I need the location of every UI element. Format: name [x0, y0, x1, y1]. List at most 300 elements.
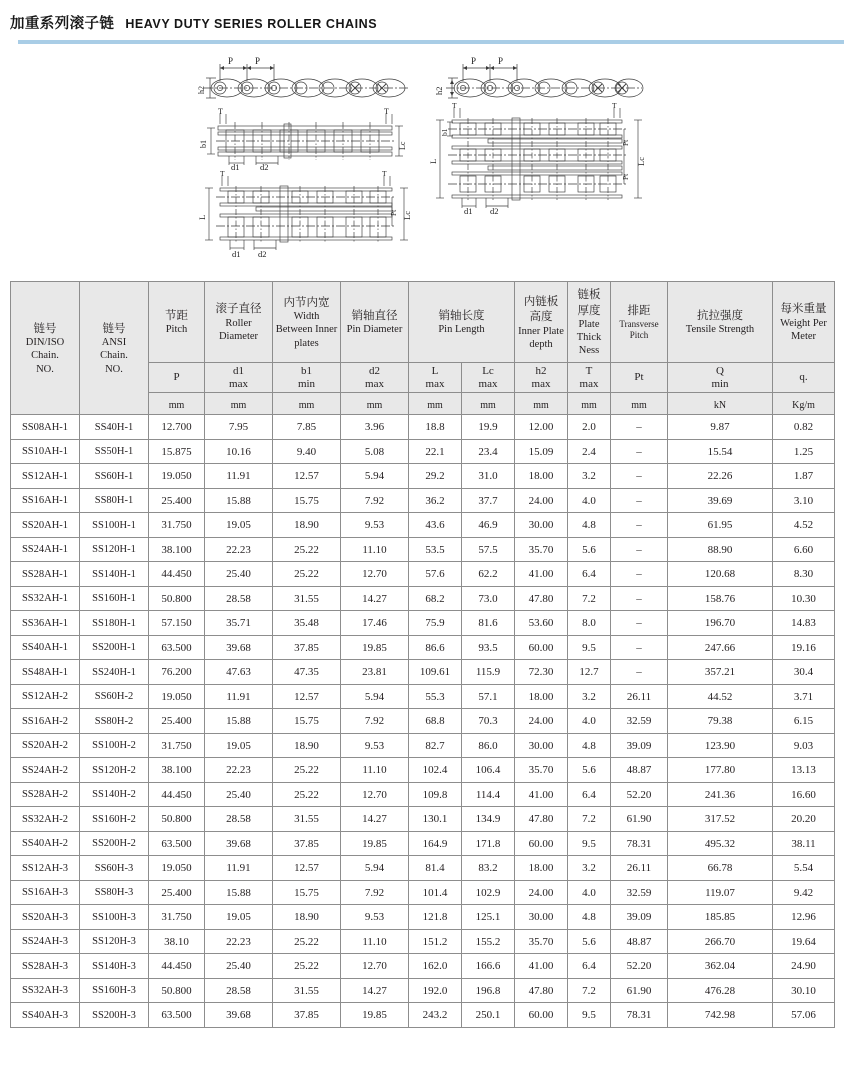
cell-width-between: 18.90: [273, 905, 341, 930]
cell-ansi: SS120H-1: [80, 537, 149, 562]
cell-pin-length-l: 192.0: [409, 978, 462, 1003]
cell-pin-length-l: 109.61: [409, 660, 462, 685]
cell-pitch: 44.450: [149, 782, 205, 807]
cell-roller-diameter: 15.88: [205, 880, 273, 905]
col-header-pitch: 节距 Pitch: [149, 282, 205, 363]
cell-tensile-strength: 120.68: [668, 562, 773, 587]
unit-roller-diameter: mm: [205, 393, 273, 415]
cell-pin-diameter: 3.96: [341, 415, 409, 440]
col-header-pin-diameter: 销轴直径 Pin Diameter: [341, 282, 409, 363]
cell-transverse-pitch: –: [611, 635, 668, 660]
symbol-inner-plate-depth: h2 max: [515, 363, 568, 393]
cell-plate-thickness: 5.6: [568, 929, 611, 954]
cell-tensile-strength: 9.87: [668, 415, 773, 440]
cell-pitch: 19.050: [149, 464, 205, 489]
diagram-label-pt: Pt: [621, 173, 630, 180]
cell-pitch: 63.500: [149, 635, 205, 660]
cell-width-between: 18.90: [273, 733, 341, 758]
cell-width-between: 37.85: [273, 1003, 341, 1028]
cell-inner-plate-depth: 60.00: [515, 831, 568, 856]
cell-pitch: 25.400: [149, 709, 205, 734]
diagram-label-pt: Pt: [621, 139, 630, 146]
cell-din-iso: SS08AH-1: [11, 415, 80, 440]
cell-width-between: 31.55: [273, 978, 341, 1003]
cell-transverse-pitch: 32.59: [611, 709, 668, 734]
cell-pin-diameter: 11.10: [341, 929, 409, 954]
cell-plate-thickness: 9.5: [568, 831, 611, 856]
cell-pin-diameter: 19.85: [341, 1003, 409, 1028]
table-row: [11, 1003, 835, 1028]
cell-inner-plate-depth: 60.00: [515, 1003, 568, 1028]
cell-transverse-pitch: –: [611, 660, 668, 685]
cell-ansi: SS100H-3: [80, 905, 149, 930]
cell-transverse-pitch: 61.90: [611, 807, 668, 832]
diagram-simplex-plan-view: [196, 108, 411, 170]
page-title-english: HEAVY DUTY SERIES ROLLER CHAINS: [125, 17, 378, 31]
cell-width-between: 7.85: [273, 415, 341, 440]
col-header-ansi: 链号 ANSI Chain. NO.: [80, 282, 149, 415]
cell-ansi: SS200H-1: [80, 635, 149, 660]
cell-pin-length-lc: 70.3: [462, 709, 515, 734]
unit-weight-per-meter: Kg/m: [773, 393, 835, 415]
table-row: [11, 562, 835, 587]
cell-pin-length-lc: 83.2: [462, 856, 515, 881]
table-row: [11, 709, 835, 734]
cell-ansi: SS60H-1: [80, 464, 149, 489]
table-row: [11, 488, 835, 513]
cell-width-between: 31.55: [273, 586, 341, 611]
cell-weight-per-meter: 20.20: [773, 807, 835, 832]
cell-din-iso: SS28AH-1: [11, 562, 80, 587]
cell-pin-diameter: 11.10: [341, 758, 409, 783]
cell-pin-length-lc: 102.9: [462, 880, 515, 905]
diagram-label-lc: Lc: [398, 141, 407, 150]
cell-weight-per-meter: 24.90: [773, 954, 835, 979]
cell-width-between: 25.22: [273, 954, 341, 979]
cell-pin-length-l: 121.8: [409, 905, 462, 930]
cell-inner-plate-depth: 41.00: [515, 562, 568, 587]
diagram-label-b1: b1: [199, 140, 208, 148]
cell-tensile-strength: 39.69: [668, 488, 773, 513]
cell-pin-diameter: 12.70: [341, 782, 409, 807]
cell-pin-length-lc: 155.2: [462, 929, 515, 954]
cell-pin-length-l: 81.4: [409, 856, 462, 881]
cell-tensile-strength: 44.52: [668, 684, 773, 709]
cell-pin-length-lc: 115.9: [462, 660, 515, 685]
cell-pin-diameter: 17.46: [341, 611, 409, 636]
cell-transverse-pitch: 39.09: [611, 905, 668, 930]
cell-pin-length-l: 29.2: [409, 464, 462, 489]
accent-divider-bar: [18, 40, 844, 44]
cell-ansi: SS80H-2: [80, 709, 149, 734]
cell-width-between: 31.55: [273, 807, 341, 832]
cell-tensile-strength: 123.90: [668, 733, 773, 758]
cell-ansi: SS160H-2: [80, 807, 149, 832]
cell-plate-thickness: 9.5: [568, 635, 611, 660]
diagram-label-p: P: [228, 56, 234, 66]
cell-plate-thickness: 4.0: [568, 880, 611, 905]
cell-pitch: 31.750: [149, 513, 205, 538]
cell-ansi: SS140H-1: [80, 562, 149, 587]
cell-inner-plate-depth: 47.80: [515, 586, 568, 611]
cell-plate-thickness: 5.6: [568, 758, 611, 783]
diagram-label-p: P: [498, 56, 504, 66]
cell-din-iso: SS20AH-3: [11, 905, 80, 930]
cell-pin-length-lc: 81.6: [462, 611, 515, 636]
cell-pin-length-lc: 93.5: [462, 635, 515, 660]
cell-inner-plate-depth: 24.00: [515, 709, 568, 734]
cell-transverse-pitch: –: [611, 537, 668, 562]
cell-pin-diameter: 5.94: [341, 856, 409, 881]
cell-din-iso: SS24AH-1: [11, 537, 80, 562]
cell-weight-per-meter: 8.30: [773, 562, 835, 587]
table-row: [11, 929, 835, 954]
spec-table-container: [10, 281, 834, 1028]
cell-pin-length-l: 151.2: [409, 929, 462, 954]
cell-pin-length-l: 57.6: [409, 562, 462, 587]
symbol-pitch: P: [149, 363, 205, 393]
cell-weight-per-meter: 6.15: [773, 709, 835, 734]
cell-plate-thickness: 4.8: [568, 905, 611, 930]
cell-pitch: 25.400: [149, 880, 205, 905]
cell-pitch: 50.800: [149, 978, 205, 1003]
diagram-area: [0, 48, 844, 270]
cell-transverse-pitch: 78.31: [611, 831, 668, 856]
cell-pin-length-l: 55.3: [409, 684, 462, 709]
diagram-simplex-side-view: [196, 54, 411, 112]
cell-ansi: SS240H-1: [80, 660, 149, 685]
cell-tensile-strength: 88.90: [668, 537, 773, 562]
cell-pin-length-lc: 250.1: [462, 1003, 515, 1028]
cell-width-between: 25.22: [273, 758, 341, 783]
cell-pin-length-lc: 125.1: [462, 905, 515, 930]
cell-weight-per-meter: 9.42: [773, 880, 835, 905]
unit-width-between: mm: [273, 393, 341, 415]
page-header: [0, 0, 844, 44]
cell-ansi: SS160H-3: [80, 978, 149, 1003]
cell-din-iso: SS40AH-3: [11, 1003, 80, 1028]
diagram-label-t: T: [382, 169, 387, 178]
cell-transverse-pitch: 48.87: [611, 758, 668, 783]
cell-din-iso: SS12AH-2: [11, 684, 80, 709]
cell-width-between: 25.22: [273, 537, 341, 562]
cell-inner-plate-depth: 24.00: [515, 880, 568, 905]
symbol-weight-per-meter: q.: [773, 363, 835, 393]
unit-tensile-strength: kN: [668, 393, 773, 415]
cell-width-between: 18.90: [273, 513, 341, 538]
symbol-pin-diameter: d2 max: [341, 363, 409, 393]
cell-inner-plate-depth: 18.00: [515, 856, 568, 881]
cell-roller-diameter: 19.05: [205, 733, 273, 758]
diagram-label-p: P: [255, 56, 261, 66]
cell-tensile-strength: 177.80: [668, 758, 773, 783]
cell-roller-diameter: 19.05: [205, 513, 273, 538]
cell-width-between: 12.57: [273, 464, 341, 489]
cell-roller-diameter: 22.23: [205, 758, 273, 783]
cell-weight-per-meter: 38.11: [773, 831, 835, 856]
cell-transverse-pitch: –: [611, 488, 668, 513]
cell-roller-diameter: 25.40: [205, 954, 273, 979]
cell-ansi: SS200H-2: [80, 831, 149, 856]
cell-pitch: 38.100: [149, 537, 205, 562]
cell-inner-plate-depth: 47.80: [515, 807, 568, 832]
unit-pin-length-lc: mm: [462, 393, 515, 415]
cell-pitch: 57.150: [149, 611, 205, 636]
cell-pitch: 19.050: [149, 856, 205, 881]
cell-pin-length-lc: 73.0: [462, 586, 515, 611]
cell-pin-length-l: 18.8: [409, 415, 462, 440]
cell-pin-diameter: 14.27: [341, 807, 409, 832]
cell-plate-thickness: 3.2: [568, 856, 611, 881]
cell-din-iso: SS40AH-2: [11, 831, 80, 856]
col-header-width-between-inner-plates: 内节内宽 Width Between Inner plates: [273, 282, 341, 363]
cell-transverse-pitch: –: [611, 513, 668, 538]
cell-tensile-strength: 266.70: [668, 929, 773, 954]
cell-plate-thickness: 4.8: [568, 733, 611, 758]
cell-width-between: 15.75: [273, 488, 341, 513]
unit-pin-length-l: mm: [409, 393, 462, 415]
diagram-label-d2: d2: [260, 162, 269, 172]
cell-roller-diameter: 39.68: [205, 1003, 273, 1028]
cell-inner-plate-depth: 35.70: [515, 537, 568, 562]
cell-ansi: SS120H-2: [80, 758, 149, 783]
cell-tensile-strength: 476.28: [668, 978, 773, 1003]
cell-width-between: 35.48: [273, 611, 341, 636]
cell-plate-thickness: 8.0: [568, 611, 611, 636]
cell-weight-per-meter: 3.71: [773, 684, 835, 709]
diagram-label-t: T: [452, 101, 457, 110]
symbol-transverse-pitch: Pt: [611, 363, 668, 393]
table-row: [11, 439, 835, 464]
cell-pin-length-l: 22.1: [409, 439, 462, 464]
cell-plate-thickness: 6.4: [568, 954, 611, 979]
cell-inner-plate-depth: 35.70: [515, 758, 568, 783]
cell-roller-diameter: 11.91: [205, 856, 273, 881]
diagram-label-t: T: [612, 101, 617, 110]
cell-pitch: 50.800: [149, 807, 205, 832]
cell-tensile-strength: 247.66: [668, 635, 773, 660]
cell-roller-diameter: 28.58: [205, 586, 273, 611]
cell-pitch: 12.700: [149, 415, 205, 440]
cell-inner-plate-depth: 30.00: [515, 733, 568, 758]
cell-roller-diameter: 22.23: [205, 537, 273, 562]
diagram-label-t: T: [384, 107, 389, 116]
cell-plate-thickness: 3.2: [568, 464, 611, 489]
cell-inner-plate-depth: 18.00: [515, 684, 568, 709]
cell-plate-thickness: 3.2: [568, 684, 611, 709]
cell-roller-diameter: 25.40: [205, 782, 273, 807]
cell-transverse-pitch: 32.59: [611, 880, 668, 905]
cell-tensile-strength: 742.98: [668, 1003, 773, 1028]
cell-pin-length-lc: 86.0: [462, 733, 515, 758]
cell-din-iso: SS12AH-1: [11, 464, 80, 489]
table-head: [11, 282, 835, 415]
cell-din-iso: SS10AH-1: [11, 439, 80, 464]
cell-inner-plate-depth: 18.00: [515, 464, 568, 489]
cell-width-between: 37.85: [273, 635, 341, 660]
cell-transverse-pitch: 52.20: [611, 954, 668, 979]
cell-pitch: 31.750: [149, 905, 205, 930]
col-header-pin-length: 销轴长度 Pin Length: [409, 282, 515, 363]
cell-tensile-strength: 362.04: [668, 954, 773, 979]
cell-pitch: 25.400: [149, 488, 205, 513]
cell-din-iso: SS32AH-1: [11, 586, 80, 611]
cell-pin-diameter: 9.53: [341, 733, 409, 758]
cell-ansi: SS160H-1: [80, 586, 149, 611]
cell-weight-per-meter: 6.60: [773, 537, 835, 562]
cell-pin-diameter: 5.08: [341, 439, 409, 464]
cell-weight-per-meter: 1.87: [773, 464, 835, 489]
cell-tensile-strength: 185.85: [668, 905, 773, 930]
cell-inner-plate-depth: 30.00: [515, 513, 568, 538]
unit-inner-plate-depth: mm: [515, 393, 568, 415]
table-row: [11, 733, 835, 758]
cell-inner-plate-depth: 72.30: [515, 660, 568, 685]
symbol-tensile-strength: Q min: [668, 363, 773, 393]
cell-pitch: 19.050: [149, 684, 205, 709]
cell-pin-length-l: 53.5: [409, 537, 462, 562]
col-header-weight-per-meter: 每米重量 Weight Per Meter: [773, 282, 835, 363]
cell-din-iso: SS32AH-3: [11, 978, 80, 1003]
cell-inner-plate-depth: 47.80: [515, 978, 568, 1003]
cell-pin-diameter: 9.53: [341, 905, 409, 930]
cell-ansi: SS60H-2: [80, 684, 149, 709]
cell-din-iso: SS16AH-3: [11, 880, 80, 905]
cell-roller-diameter: 7.95: [205, 415, 273, 440]
cell-weight-per-meter: 19.64: [773, 929, 835, 954]
table-row: [11, 415, 835, 440]
cell-pin-length-lc: 166.6: [462, 954, 515, 979]
cell-plate-thickness: 7.2: [568, 978, 611, 1003]
cell-din-iso: SS24AH-2: [11, 758, 80, 783]
symbol-width-between: b1 min: [273, 363, 341, 393]
cell-din-iso: SS12AH-3: [11, 856, 80, 881]
cell-ansi: SS120H-3: [80, 929, 149, 954]
cell-weight-per-meter: 10.30: [773, 586, 835, 611]
cell-weight-per-meter: 16.60: [773, 782, 835, 807]
cell-inner-plate-depth: 24.00: [515, 488, 568, 513]
unit-pitch: mm: [149, 393, 205, 415]
cell-roller-diameter: 11.91: [205, 464, 273, 489]
cell-plate-thickness: 7.2: [568, 807, 611, 832]
symbol-pin-length-lc: Lc max: [462, 363, 515, 393]
cell-pitch: 44.450: [149, 954, 205, 979]
table-row: [11, 831, 835, 856]
cell-roller-diameter: 19.05: [205, 905, 273, 930]
diagram-label-lc: Lc: [636, 157, 646, 166]
diagram-triplex-plan-view: [428, 101, 648, 216]
cell-pitch: 44.450: [149, 562, 205, 587]
col-header-din-iso: 链号 DIN/ISO Chain. NO.: [11, 282, 80, 415]
cell-pin-diameter: 11.10: [341, 537, 409, 562]
cell-tensile-strength: 66.78: [668, 856, 773, 881]
table-row: [11, 978, 835, 1003]
cell-roller-diameter: 11.91: [205, 684, 273, 709]
cell-pin-length-l: 102.4: [409, 758, 462, 783]
cell-roller-diameter: 28.58: [205, 807, 273, 832]
cell-weight-per-meter: 30.10: [773, 978, 835, 1003]
symbol-roller-diameter: d1 max: [205, 363, 273, 393]
cell-transverse-pitch: –: [611, 464, 668, 489]
cell-pin-diameter: 7.92: [341, 709, 409, 734]
cell-plate-thickness: 2.0: [568, 415, 611, 440]
cell-pin-diameter: 19.85: [341, 635, 409, 660]
unit-pin-diameter: mm: [341, 393, 409, 415]
col-header-transverse-pitch: 排距 Transverse Pitch: [611, 282, 668, 363]
cell-weight-per-meter: 12.96: [773, 905, 835, 930]
cell-pin-length-lc: 134.9: [462, 807, 515, 832]
cell-ansi: SS40H-1: [80, 415, 149, 440]
table-row: [11, 758, 835, 783]
cell-weight-per-meter: 14.83: [773, 611, 835, 636]
cell-pin-length-lc: 62.2: [462, 562, 515, 587]
cell-ansi: SS140H-3: [80, 954, 149, 979]
table-row: [11, 905, 835, 930]
cell-pin-length-lc: 19.9: [462, 415, 515, 440]
cell-pitch: 31.750: [149, 733, 205, 758]
cell-pin-length-l: 68.8: [409, 709, 462, 734]
cell-din-iso: SS40AH-1: [11, 635, 80, 660]
cell-width-between: 15.75: [273, 880, 341, 905]
cell-weight-per-meter: 3.10: [773, 488, 835, 513]
cell-pin-length-l: 86.6: [409, 635, 462, 660]
cell-pin-diameter: 12.70: [341, 562, 409, 587]
cell-weight-per-meter: 4.52: [773, 513, 835, 538]
diagram-label-t: T: [218, 107, 223, 116]
cell-roller-diameter: 47.63: [205, 660, 273, 685]
cell-pin-diameter: 19.85: [341, 831, 409, 856]
cell-weight-per-meter: 5.54: [773, 856, 835, 881]
cell-pitch: 15.875: [149, 439, 205, 464]
cell-ansi: SS80H-1: [80, 488, 149, 513]
cell-transverse-pitch: –: [611, 415, 668, 440]
table-row: [11, 586, 835, 611]
cell-pin-length-l: 162.0: [409, 954, 462, 979]
unit-transverse-pitch: mm: [611, 393, 668, 415]
cell-tensile-strength: 119.07: [668, 880, 773, 905]
cell-transverse-pitch: 26.11: [611, 684, 668, 709]
table-row: [11, 513, 835, 538]
cell-pin-length-lc: 196.8: [462, 978, 515, 1003]
cell-width-between: 25.22: [273, 562, 341, 587]
cell-transverse-pitch: 26.11: [611, 856, 668, 881]
cell-weight-per-meter: 0.82: [773, 415, 835, 440]
symbol-pin-length-l: L max: [409, 363, 462, 393]
page-title-chinese: 加重系列滚子链: [10, 16, 115, 32]
cell-width-between: 12.57: [273, 684, 341, 709]
cell-pin-length-l: 101.4: [409, 880, 462, 905]
cell-pin-diameter: 23.81: [341, 660, 409, 685]
cell-ansi: SS200H-3: [80, 1003, 149, 1028]
cell-din-iso: SS16AH-1: [11, 488, 80, 513]
cell-pitch: 76.200: [149, 660, 205, 685]
header-row-names: [11, 282, 835, 363]
cell-ansi: SS140H-2: [80, 782, 149, 807]
cell-weight-per-meter: 19.16: [773, 635, 835, 660]
cell-roller-diameter: 39.68: [205, 635, 273, 660]
diagram-label-h2: h2: [434, 86, 444, 95]
cell-pin-length-lc: 23.4: [462, 439, 515, 464]
cell-pin-diameter: 9.53: [341, 513, 409, 538]
cell-tensile-strength: 158.76: [668, 586, 773, 611]
cell-tensile-strength: 22.26: [668, 464, 773, 489]
table-row: [11, 611, 835, 636]
cell-pin-length-l: 130.1: [409, 807, 462, 832]
cell-pin-diameter: 7.92: [341, 488, 409, 513]
diagram-label-h2: h2: [197, 86, 206, 94]
cell-tensile-strength: 196.70: [668, 611, 773, 636]
cell-width-between: 15.75: [273, 709, 341, 734]
